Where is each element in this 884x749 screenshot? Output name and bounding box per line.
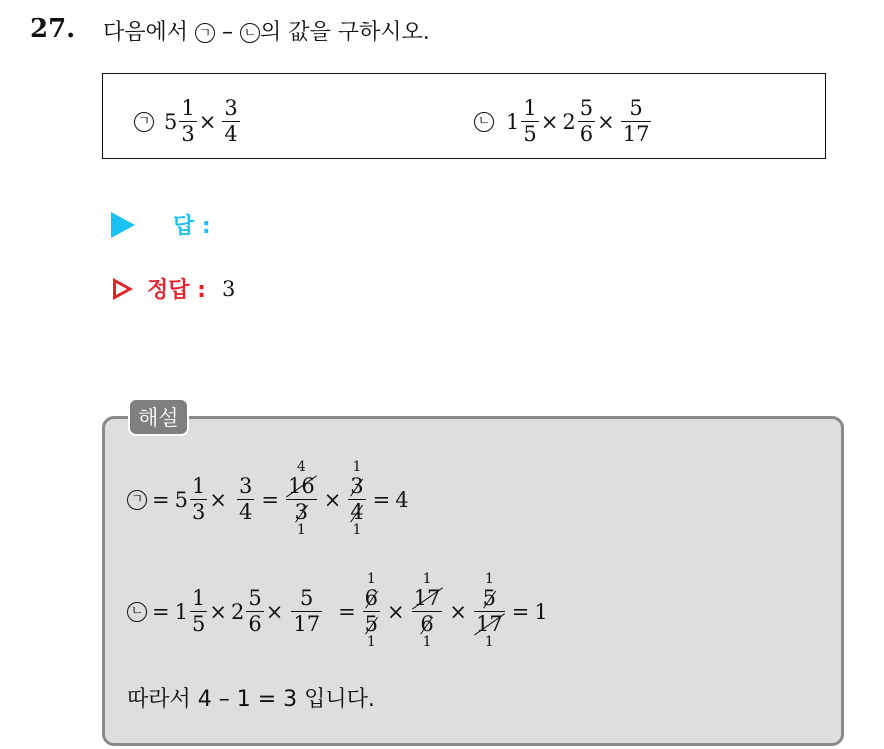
question-text: [103, 15, 430, 46]
marker-b-icon: ㄴ: [240, 23, 260, 43]
equals-sign: =: [511, 599, 530, 624]
marker-a-icon: ㄱ: [195, 23, 215, 43]
fraction: $\frac{1}{5}$: [191, 586, 206, 636]
fraction: $\frac{5}{17}$: [293, 586, 321, 636]
times-sign: ×: [597, 109, 615, 134]
times-sign: ×: [449, 599, 467, 624]
whole: 2: [230, 599, 245, 624]
equals-sign: =: [261, 487, 279, 512]
marker-a-icon: ㄱ: [134, 112, 154, 132]
times-sign: ×: [540, 109, 559, 134]
cancel-fraction: 1 $\frac{5}{17}$ 1: [476, 571, 503, 650]
question-number: 27.: [30, 14, 76, 44]
fraction: $\frac{3}{4}$: [224, 96, 238, 146]
whole: 2: [562, 109, 576, 134]
fraction: $\frac{5}{6}$: [248, 586, 262, 636]
answer-label: 답 :: [173, 214, 211, 239]
equals-sign: =: [152, 599, 170, 624]
equals-sign: =: [152, 487, 170, 512]
result: 1: [534, 599, 548, 624]
play-triangle-icon: [111, 212, 135, 238]
marker-a-icon: ㄱ: [127, 490, 147, 510]
whole: 1: [174, 599, 188, 624]
solution-tag: 해설: [128, 398, 189, 436]
whole: 5: [174, 487, 188, 512]
times-sign: ×: [265, 599, 284, 624]
whole: 1: [506, 109, 520, 134]
equals-sign: =: [372, 487, 391, 512]
question-prefix: 다음에서: [103, 20, 189, 45]
equals-sign: =: [338, 599, 356, 624]
times-sign: ×: [198, 109, 217, 134]
times-sign: ×: [209, 599, 227, 624]
fraction: $\frac{5}{17}$: [622, 96, 650, 146]
cancel-fraction: 4 $\frac{16}{3}$ 1: [287, 459, 315, 538]
fraction: $\frac{3}{4}$: [238, 474, 253, 524]
answer-row: [111, 209, 221, 240]
outline-triangle-icon: [113, 278, 133, 300]
correct-value: 3: [221, 276, 236, 301]
fraction: $\frac{1}{3}$: [191, 474, 206, 524]
correct-label: 정답 :: [147, 278, 206, 303]
result: 4: [395, 487, 409, 512]
question-dash: –: [222, 20, 234, 45]
question-suffix: 의 값을 구하시오.: [260, 20, 430, 45]
problem-b: [474, 98, 653, 145]
times-sign: ×: [387, 599, 405, 624]
cancel-fraction: 1 $\frac{17}{6}$ 1: [413, 571, 441, 650]
problem-a: [134, 98, 242, 145]
solution-line-a: [127, 460, 409, 539]
correct-answer-row: [113, 273, 235, 304]
fraction: $\frac{1}{3}$: [181, 96, 195, 146]
whole: 5: [164, 109, 178, 134]
fraction: $\frac{1}{5}$: [523, 96, 537, 146]
fraction: $\frac{5}{6}$: [579, 96, 594, 146]
solution-conclusion: 따라서 4 – 1 = 3 입니다.: [127, 687, 375, 712]
solution-line-b: [127, 572, 548, 651]
cancel-fraction: 1 $\frac{6}{5}$ 1: [364, 571, 379, 650]
marker-b-icon: ㄴ: [474, 112, 494, 132]
marker-b-icon: ㄴ: [127, 602, 147, 622]
cancel-fraction: 1 $\frac{3}{4}$ 1: [350, 459, 364, 538]
times-sign: ×: [323, 487, 342, 512]
times-sign: ×: [209, 487, 227, 512]
